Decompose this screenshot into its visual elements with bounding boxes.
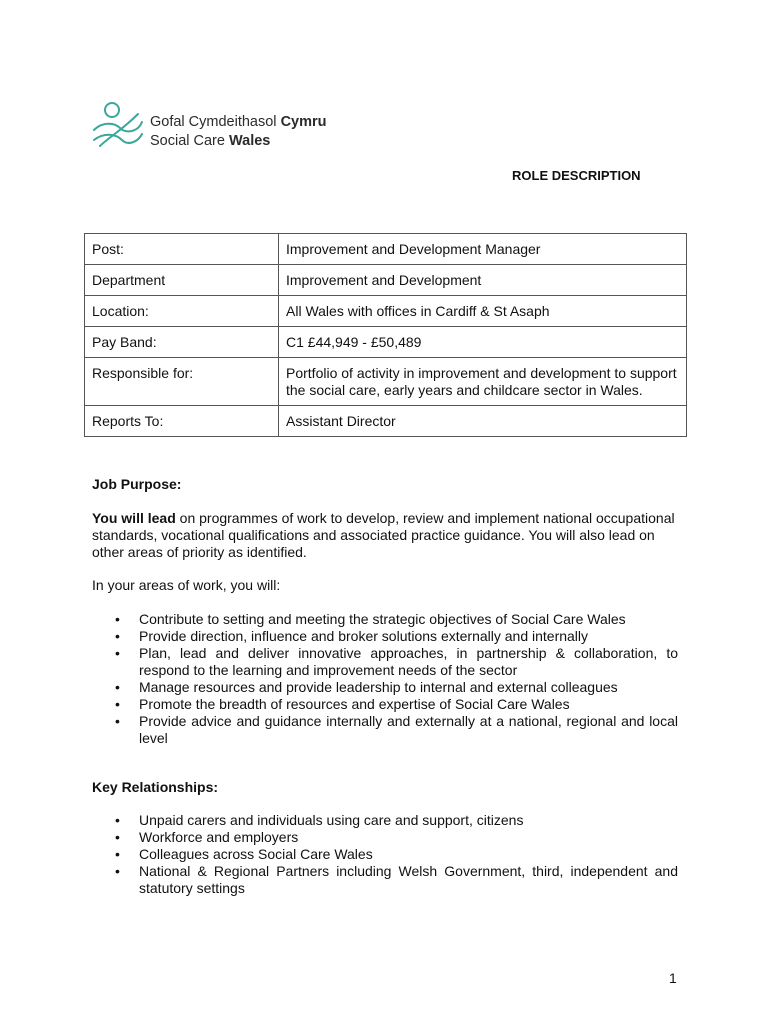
- logo-welsh-name: Gofal Cymdeithasol Cymru: [150, 114, 327, 130]
- job-purpose-heading: Job Purpose:: [92, 476, 182, 492]
- list-item: • Provide direction, influence and broker solutions externally and internally: [112, 628, 678, 645]
- job-purpose-paragraph: [92, 510, 682, 561]
- table-row: [85, 265, 687, 296]
- row-value: C1 £44,949 - £50,489: [279, 327, 687, 358]
- table-row: [85, 327, 687, 358]
- key-relationships-list: [112, 812, 678, 897]
- table-row: [85, 234, 687, 265]
- list-item: • Manage resources and provide leadership to internal and external colleagues: [112, 679, 678, 696]
- logo-english-name: Social Care Wales: [150, 133, 271, 149]
- row-label: Responsible for:: [85, 358, 279, 406]
- document-title: ROLE DESCRIPTION: [512, 168, 641, 183]
- row-label: Pay Band:: [85, 327, 279, 358]
- swirl-figure-icon: [92, 102, 144, 150]
- row-value: Portfolio of activity in improvement and development to support the social care, early years and childcare sector in Wales.: [279, 358, 687, 406]
- list-item: • Colleagues across Social Care Wales: [112, 846, 678, 863]
- job-purpose-list: [112, 611, 678, 747]
- page-number: 1: [669, 970, 677, 986]
- list-item: • Unpaid carers and individuals using care and support, citizens: [112, 812, 678, 829]
- row-value: Improvement and Development: [279, 265, 687, 296]
- table-row: [85, 358, 687, 406]
- key-relationships-heading: Key Relationships:: [92, 779, 219, 795]
- job-purpose-intro: In your areas of work, you will:: [92, 577, 281, 593]
- row-value: All Wales with offices in Cardiff & St Asaph: [279, 296, 687, 327]
- row-label: Department: [85, 265, 279, 296]
- list-item: • National & Regional Partners including Welsh Government, third, independent and statutory settings: [112, 863, 678, 897]
- lead-text: on programmes of work to develop, review and implement national occupational standards, vocational qualifications and associated practice guidance. You will also lead on other areas of priority as identified.: [92, 510, 675, 560]
- row-label: Reports To:: [85, 406, 279, 437]
- row-value: Assistant Director: [279, 406, 687, 437]
- role-info-table: [84, 233, 687, 437]
- list-item: • Plan, lead and deliver innovative approaches, in partnership & collaboration, to respond to the learning and improvement needs of the sector: [112, 645, 678, 679]
- list-item: • Promote the breadth of resources and expertise of Social Care Wales: [112, 696, 678, 713]
- table-row: [85, 296, 687, 327]
- list-item: • Workforce and employers: [112, 829, 678, 846]
- row-label: Location:: [85, 296, 279, 327]
- logo: [92, 100, 352, 152]
- list-item: • Provide advice and guidance internally and externally at a national, regional and local level: [112, 713, 678, 747]
- list-item: • Contribute to setting and meeting the strategic objectives of Social Care Wales: [112, 611, 678, 628]
- lead-bold-text: You will lead: [92, 510, 176, 526]
- table-row: [85, 406, 687, 437]
- row-value: Improvement and Development Manager: [279, 234, 687, 265]
- row-label: Post:: [85, 234, 279, 265]
